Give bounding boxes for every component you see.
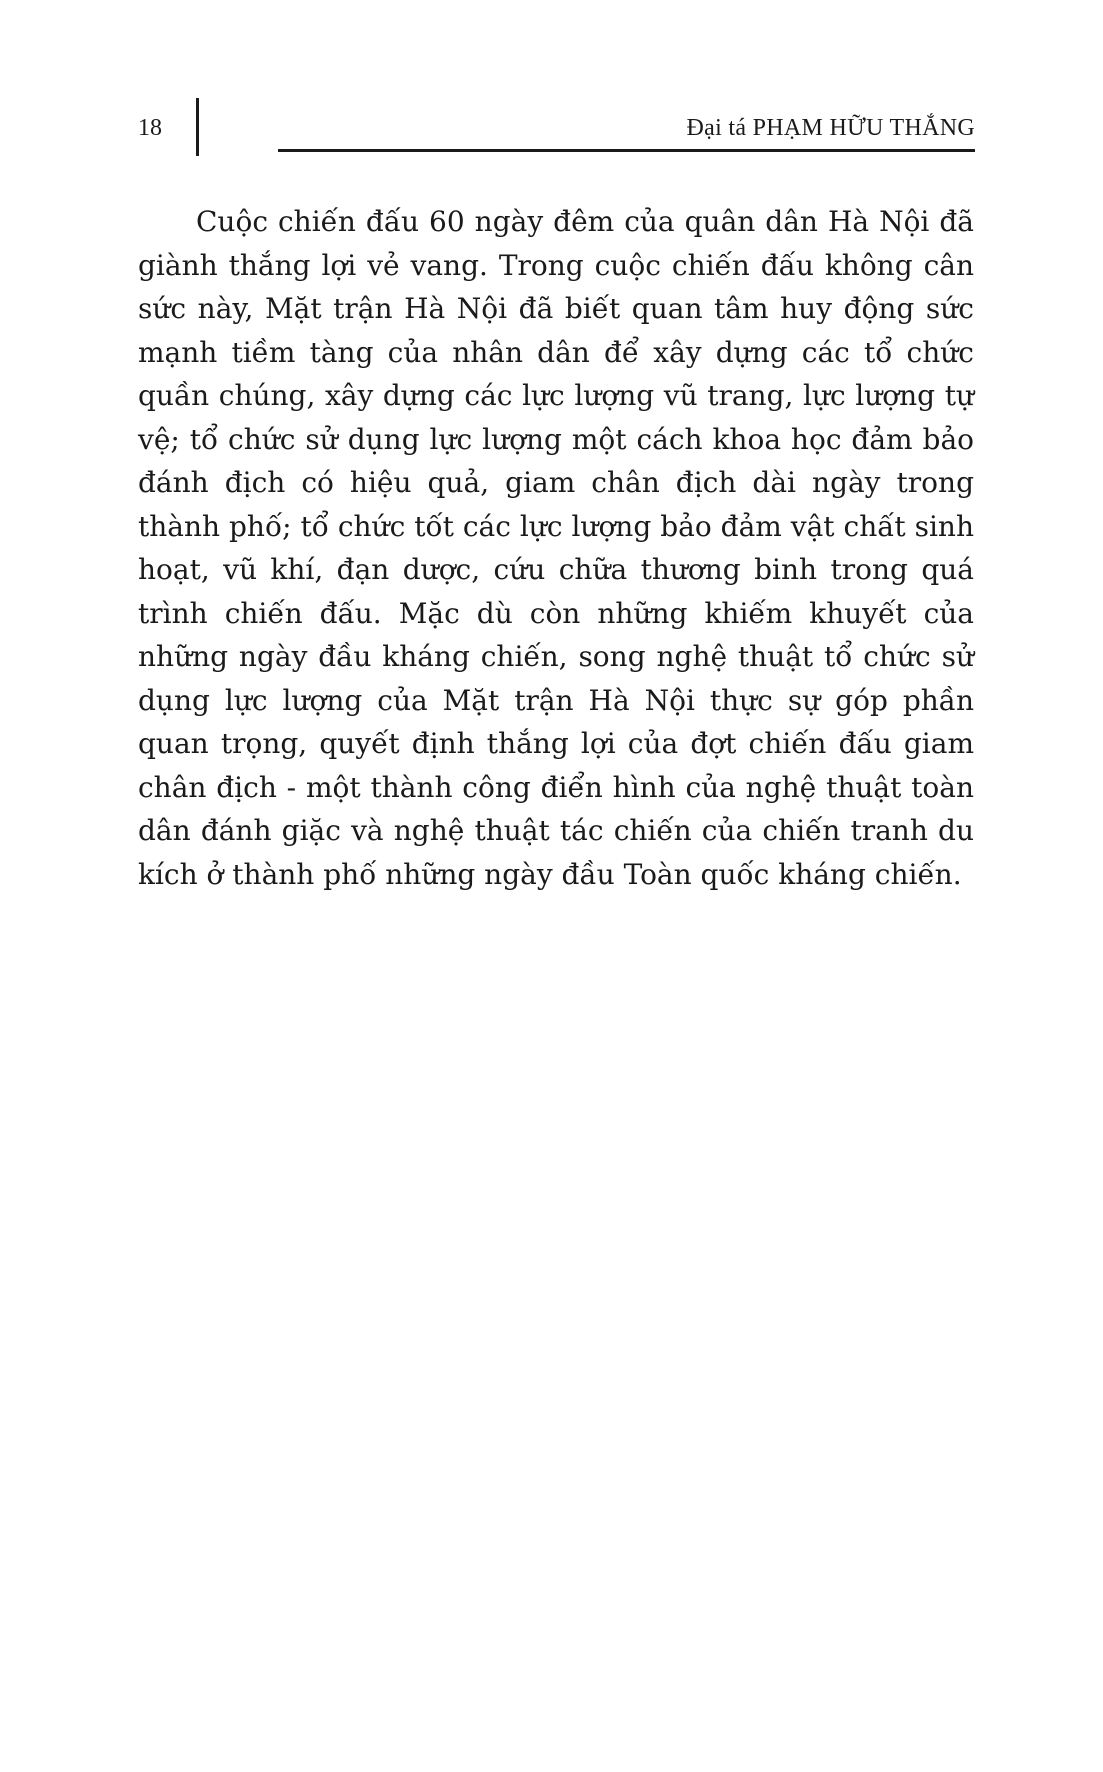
header-vertical-rule: [196, 98, 199, 156]
page-number: 18: [138, 115, 162, 141]
running-title: Đại tá PHẠM HỮU THẮNG: [686, 115, 975, 141]
page-header: [0, 0, 1103, 170]
header-horizontal-rule: [278, 149, 975, 152]
body-paragraph: Cuộc chiến đấu 60 ngày đêm của quân dân Hà Nội đã giành thắng lợi vẻ vang. Trong cuộc chiến đấu không cân sức này, Mặt trận Hà Nội đã biết quan tâm huy động sức mạnh tiềm tàng của nhân dân để xây dựng các tổ chức quần chúng, xây dựng các lực lượng vũ trang, lực lượng tự vệ; tổ chức sử dụng lực lượng một cách khoa học đảm bảo đánh địch có hiệu quả, giam chân địch dài ngày trong thành phố; tổ chức tốt các lực lượng bảo đảm vật chất sinh hoạt, vũ khí, đạn dược, cứu chữa thương binh trong quá trình chiến đấu. Mặc dù còn những khiếm khuyết của những ngày đầu kháng chiến, song nghệ thuật tổ chức sử dụng lực lượng của Mặt trận Hà Nội thực sự góp phần quan trọng, quyết định thắng lợi của đợt chiến đấu giam chân địch - một thành công điển hình của nghệ thuật toàn dân đánh giặc và nghệ thuật tác chiến của chiến tranh du kích ở thành phố những ngày đầu Toàn quốc kháng chiến.: [138, 205, 974, 891]
